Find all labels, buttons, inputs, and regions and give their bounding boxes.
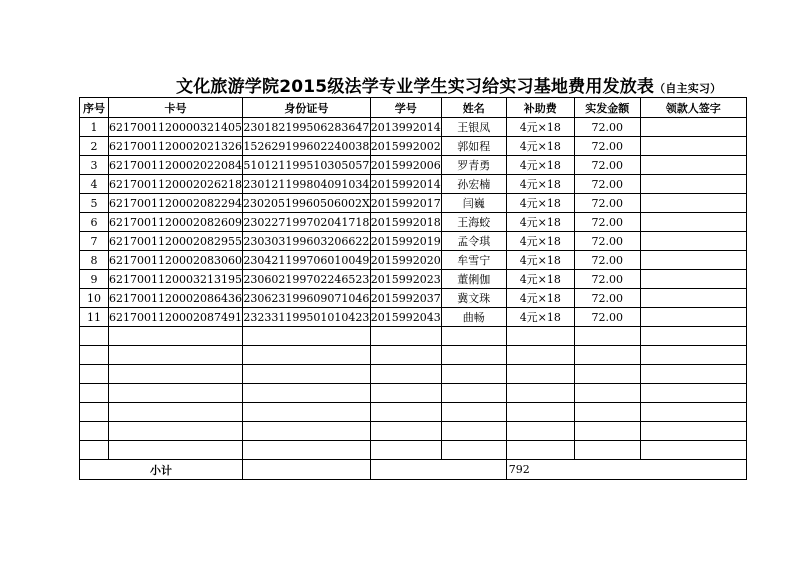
table-row xyxy=(80,213,747,232)
cell-card-number: 6217001120003213195 xyxy=(109,270,243,289)
cell-amount: 72.00 xyxy=(574,118,640,137)
cell-name: 王海蛟 xyxy=(441,213,506,232)
subtotal-value: 792 xyxy=(506,460,746,480)
empty-cell xyxy=(574,403,640,422)
cell-name: 曲畅 xyxy=(441,308,506,327)
table-row xyxy=(80,175,747,194)
empty-cell xyxy=(370,422,441,441)
table-row xyxy=(80,194,747,213)
empty-cell xyxy=(574,365,640,384)
cell-card-number: 6217001120002086436 xyxy=(109,289,243,308)
empty-cell xyxy=(441,365,506,384)
cell-index: 3 xyxy=(80,156,109,175)
empty-row xyxy=(80,403,747,422)
cell-signature xyxy=(640,118,746,137)
cell-student-id: 2015992023 xyxy=(370,270,441,289)
cell-id-number: 232331199501010423 xyxy=(242,308,370,327)
cell-card-number: 6217001120002083060 xyxy=(109,251,243,270)
cell-index: 2 xyxy=(80,137,109,156)
cell-allowance: 4元×18 xyxy=(506,156,574,175)
empty-cell xyxy=(109,422,243,441)
cell-allowance: 4元×18 xyxy=(506,251,574,270)
subtotal-label: 小计 xyxy=(80,460,243,480)
empty-cell xyxy=(574,422,640,441)
cell-amount: 72.00 xyxy=(574,213,640,232)
empty-cell xyxy=(441,346,506,365)
empty-cell xyxy=(574,327,640,346)
col-header-allowance: 补助费 xyxy=(506,98,574,118)
empty-cell xyxy=(370,346,441,365)
empty-cell xyxy=(640,403,746,422)
empty-cell xyxy=(441,384,506,403)
empty-cell xyxy=(506,327,574,346)
cell-allowance: 4元×18 xyxy=(506,213,574,232)
col-header-name: 姓名 xyxy=(441,98,506,118)
cell-name: 郭如程 xyxy=(441,137,506,156)
empty-cell xyxy=(242,346,370,365)
cell-id-number: 23020519960506002X xyxy=(242,194,370,213)
cell-student-id: 2015992002 xyxy=(370,137,441,156)
col-header-amount: 实发金额 xyxy=(574,98,640,118)
empty-cell xyxy=(506,346,574,365)
cell-amount: 72.00 xyxy=(574,194,640,213)
cell-allowance: 4元×18 xyxy=(506,308,574,327)
empty-cell xyxy=(242,384,370,403)
cell-name: 冀文珠 xyxy=(441,289,506,308)
cell-name: 牟雪宁 xyxy=(441,251,506,270)
col-header-id: 身份证号 xyxy=(242,98,370,118)
cell-id-number: 152629199602240038 xyxy=(242,137,370,156)
empty-cell xyxy=(506,441,574,460)
empty-cell xyxy=(370,327,441,346)
cell-name: 闫巍 xyxy=(441,194,506,213)
cell-index: 9 xyxy=(80,270,109,289)
table-row xyxy=(80,118,747,137)
empty-row xyxy=(80,346,747,365)
cell-id-number: 230421199706010049 xyxy=(242,251,370,270)
cell-allowance: 4元×18 xyxy=(506,175,574,194)
col-header-student-id: 学号 xyxy=(370,98,441,118)
empty-cell xyxy=(80,422,109,441)
cell-card-number: 6217001120002082294 xyxy=(109,194,243,213)
cell-signature xyxy=(640,251,746,270)
cell-id-number: 230182199506283647 xyxy=(242,118,370,137)
table-row xyxy=(80,137,747,156)
subtotal-empty-cell xyxy=(370,460,506,480)
empty-cell xyxy=(441,403,506,422)
cell-student-id: 2015992037 xyxy=(370,289,441,308)
empty-cell xyxy=(242,327,370,346)
cell-amount: 72.00 xyxy=(574,175,640,194)
empty-cell xyxy=(640,327,746,346)
cell-card-number: 6217001120002082955 xyxy=(109,232,243,251)
empty-cell xyxy=(640,384,746,403)
header-row xyxy=(80,98,747,118)
table-row xyxy=(80,270,747,289)
table-row xyxy=(80,251,747,270)
cell-student-id: 2015992014 xyxy=(370,175,441,194)
empty-cell xyxy=(640,346,746,365)
cell-card-number: 6217001120002026218 xyxy=(109,175,243,194)
empty-cell xyxy=(109,441,243,460)
cell-signature xyxy=(640,137,746,156)
cell-index: 6 xyxy=(80,213,109,232)
title-main: 文化旅游学院2015级法学专业学生实习给实习基地费用发放表 xyxy=(176,77,655,97)
empty-cell xyxy=(370,384,441,403)
empty-cell xyxy=(574,441,640,460)
empty-cell xyxy=(506,384,574,403)
empty-cell xyxy=(242,441,370,460)
cell-student-id: 2015992019 xyxy=(370,232,441,251)
cell-signature xyxy=(640,289,746,308)
cell-index: 10 xyxy=(80,289,109,308)
empty-cell xyxy=(80,403,109,422)
cell-name: 孙宏楠 xyxy=(441,175,506,194)
cell-id-number: 230602199702246523 xyxy=(242,270,370,289)
cell-name: 董俐伽 xyxy=(441,270,506,289)
cell-allowance: 4元×18 xyxy=(506,118,574,137)
cell-index: 5 xyxy=(80,194,109,213)
cell-student-id: 2015992018 xyxy=(370,213,441,232)
cell-amount: 72.00 xyxy=(574,308,640,327)
cell-student-id: 2015992020 xyxy=(370,251,441,270)
subtotal-empty-cell xyxy=(242,460,370,480)
table-row xyxy=(80,156,747,175)
empty-row xyxy=(80,384,747,403)
cell-allowance: 4元×18 xyxy=(506,194,574,213)
col-header-index: 序号 xyxy=(80,98,109,118)
cell-card-number: 6217001120002022084 xyxy=(109,156,243,175)
cell-index: 7 xyxy=(80,232,109,251)
title-note: （自主实习） xyxy=(654,82,722,95)
empty-cell xyxy=(441,422,506,441)
empty-row xyxy=(80,327,747,346)
cell-allowance: 4元×18 xyxy=(506,232,574,251)
cell-index: 1 xyxy=(80,118,109,137)
cell-card-number: 6217001120000321405 xyxy=(109,118,243,137)
empty-cell xyxy=(441,327,506,346)
cell-id-number: 230623199609071046 xyxy=(242,289,370,308)
cell-student-id: 2013992014 xyxy=(370,118,441,137)
cell-amount: 72.00 xyxy=(574,156,640,175)
page-title xyxy=(176,72,721,97)
cell-card-number: 6217001120002021326 xyxy=(109,137,243,156)
col-header-card: 卡号 xyxy=(109,98,243,118)
empty-cell xyxy=(109,365,243,384)
cell-allowance: 4元×18 xyxy=(506,289,574,308)
empty-cell xyxy=(109,346,243,365)
empty-cell xyxy=(506,422,574,441)
empty-cell xyxy=(109,403,243,422)
empty-cell xyxy=(640,365,746,384)
subtotal-row xyxy=(80,460,747,480)
col-header-signature: 领款人签字 xyxy=(640,98,746,118)
cell-amount: 72.00 xyxy=(574,289,640,308)
cell-signature xyxy=(640,213,746,232)
cell-amount: 72.00 xyxy=(574,270,640,289)
cell-signature xyxy=(640,194,746,213)
empty-cell xyxy=(640,441,746,460)
cell-amount: 72.00 xyxy=(574,232,640,251)
table-row xyxy=(80,232,747,251)
cell-student-id: 2015992043 xyxy=(370,308,441,327)
empty-cell xyxy=(506,365,574,384)
payment-table xyxy=(79,97,747,480)
cell-signature xyxy=(640,156,746,175)
empty-cell xyxy=(574,346,640,365)
empty-cell xyxy=(109,327,243,346)
table-row xyxy=(80,289,747,308)
cell-name: 罗青勇 xyxy=(441,156,506,175)
cell-card-number: 6217001120002082609 xyxy=(109,213,243,232)
empty-cell xyxy=(370,365,441,384)
empty-cell xyxy=(109,384,243,403)
cell-student-id: 2015992017 xyxy=(370,194,441,213)
cell-amount: 72.00 xyxy=(574,137,640,156)
cell-index: 8 xyxy=(80,251,109,270)
empty-cell xyxy=(242,365,370,384)
cell-signature xyxy=(640,270,746,289)
cell-name: 王银凤 xyxy=(441,118,506,137)
empty-cell xyxy=(242,403,370,422)
empty-cell xyxy=(640,422,746,441)
cell-allowance: 4元×18 xyxy=(506,270,574,289)
cell-id-number: 230121199804091034 xyxy=(242,175,370,194)
cell-student-id: 2015992006 xyxy=(370,156,441,175)
empty-cell xyxy=(80,384,109,403)
cell-signature xyxy=(640,175,746,194)
empty-cell xyxy=(80,346,109,365)
empty-cell xyxy=(80,365,109,384)
cell-id-number: 510121199510305057 xyxy=(242,156,370,175)
cell-index: 4 xyxy=(80,175,109,194)
empty-row xyxy=(80,365,747,384)
cell-name: 孟令琪 xyxy=(441,232,506,251)
empty-cell xyxy=(506,403,574,422)
table-body xyxy=(80,118,747,460)
cell-allowance: 4元×18 xyxy=(506,137,574,156)
cell-id-number: 230227199702041718 xyxy=(242,213,370,232)
empty-cell xyxy=(441,441,506,460)
empty-cell xyxy=(370,403,441,422)
cell-amount: 72.00 xyxy=(574,251,640,270)
empty-row xyxy=(80,422,747,441)
table-row xyxy=(80,308,747,327)
cell-card-number: 6217001120002087491 xyxy=(109,308,243,327)
empty-cell xyxy=(574,384,640,403)
cell-id-number: 230303199603206622 xyxy=(242,232,370,251)
cell-signature xyxy=(640,308,746,327)
empty-row xyxy=(80,441,747,460)
empty-cell xyxy=(80,327,109,346)
cell-signature xyxy=(640,232,746,251)
empty-cell xyxy=(80,441,109,460)
empty-cell xyxy=(370,441,441,460)
empty-cell xyxy=(242,422,370,441)
cell-index: 11 xyxy=(80,308,109,327)
